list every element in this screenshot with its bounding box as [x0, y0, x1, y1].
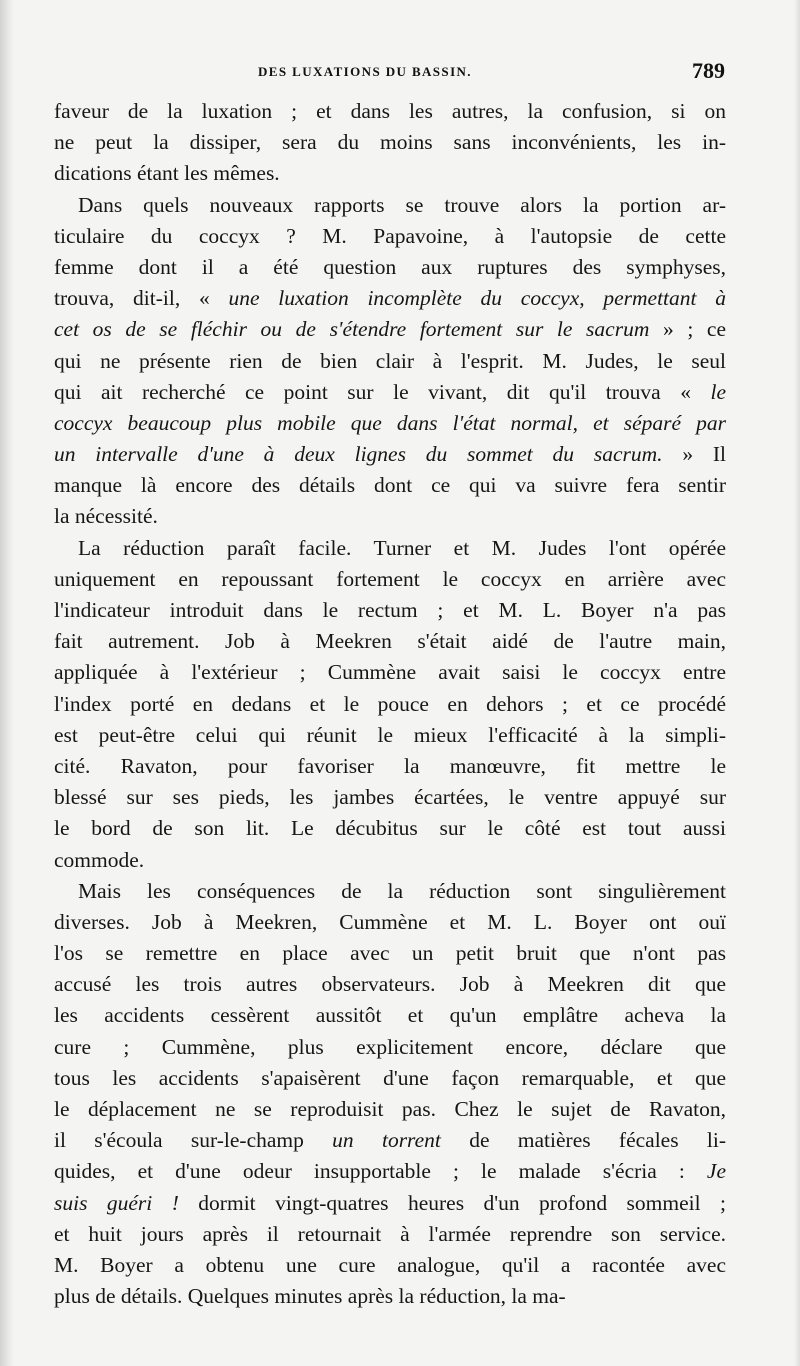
text-line: [54, 1156, 726, 1187]
text-line: [54, 1281, 726, 1312]
text-segment: il s'écoula sur-le-champ: [54, 1128, 333, 1153]
text-segment: cure ; Cummène, plus explicitement encore, déclare que: [54, 1034, 726, 1059]
text-line: [54, 1125, 726, 1156]
text-line: [54, 813, 726, 844]
text-line: [54, 283, 726, 314]
text-segment: qui ne présente rien de bien clair à l'esprit. M. Judes, le seul: [54, 348, 726, 373]
text-segment: plus de détails. Quelques minutes après la réduction, la ma-: [54, 1284, 566, 1309]
text-line: [54, 158, 726, 189]
text-line: [54, 689, 726, 720]
text-line: [54, 533, 726, 564]
text-line: [54, 1032, 726, 1063]
text-line: [54, 346, 726, 377]
text-segment: tous les accidents s'apaisèrent d'une façon remarquable, et que: [54, 1065, 726, 1090]
text-segment: » ; ce: [649, 317, 726, 342]
running-head: DES LUXATIONS DU BASSIN.: [258, 64, 472, 79]
text-line: [54, 845, 726, 876]
italic-text: coccyx beaucoup plus mobile que dans l'état normal, et séparé par: [54, 410, 726, 435]
text-line: [54, 221, 726, 252]
page-number: 789: [692, 58, 725, 83]
text-line: [54, 439, 726, 470]
text-line: [54, 720, 726, 751]
page-header: [60, 58, 725, 88]
text-line: [54, 1094, 726, 1125]
italic-text: le: [710, 379, 726, 404]
text-segment: l'indicateur introduit dans le rectum ; et M. L. Boyer n'a pas: [54, 598, 726, 622]
body-text: [54, 96, 726, 1312]
text-segment: cité. Ravaton, pour favoriser la manœuvre, fit mettre le: [54, 753, 726, 778]
text-segment: femme dont il a été question aux ruptures des symphyses,: [54, 254, 726, 279]
text-line: [54, 501, 726, 532]
text-line: [54, 252, 726, 283]
text-segment: le déplacement ne se reproduisit pas. Chez le sujet de Ravaton,: [54, 1097, 726, 1121]
text-line: [54, 408, 726, 439]
text-line: [54, 1219, 726, 1250]
text-segment: l'index porté en dedans et le pouce en dehors ; et ce procédé: [54, 691, 726, 716]
text-segment: ticulaire du coccyx ? M. Papavoine, à l'autopsie de cette: [54, 223, 726, 248]
text-line: [54, 876, 726, 907]
text-segment: uniquement en repoussant fortement le coccyx en arrière avec: [54, 566, 726, 591]
text-segment: » Il: [662, 442, 726, 467]
text-segment: la nécessité.: [54, 504, 158, 529]
italic-text: un torrent: [332, 1128, 441, 1153]
text-segment: l'os se remettre en place avec un petit bruit que n'ont pas: [54, 941, 726, 966]
text-segment: quides, et d'une odeur insupportable ; le malade s'écria :: [54, 1159, 707, 1184]
page-gutter-shadow: [0, 0, 14, 1366]
italic-text: Je: [706, 1159, 726, 1184]
italic-text: un intervalle d'une à deux lignes du sommet du sacrum.: [54, 442, 663, 467]
text-line: [54, 190, 726, 221]
text-line: [54, 1063, 726, 1094]
text-line: [54, 314, 726, 345]
text-segment: de matières fécales li-: [440, 1128, 726, 1153]
text-line: [54, 1188, 726, 1219]
text-segment: faveur de la luxation ; et dans les autres, la confusion, si on: [54, 99, 726, 123]
text-segment: et huit jours après il retournait à l'armée reprendre son service.: [54, 1221, 726, 1246]
text-line: [54, 377, 726, 408]
text-segment: accusé les trois autres observateurs. Job à Meekren dit que: [54, 972, 726, 997]
text-line: [54, 938, 726, 969]
text-line: [54, 1000, 726, 1031]
text-segment: blessé sur ses pieds, les jambes écartées, le ventre appuyé sur: [54, 785, 726, 810]
text-segment: les accidents cessèrent aussitôt et qu'un emplâtre acheva la: [54, 1003, 726, 1028]
text-line: [54, 907, 726, 938]
text-segment: Dans quels nouveaux rapports se trouve alors la portion ar-: [78, 192, 726, 217]
text-segment: dormit vingt-quatres heures d'un profond sommeil ;: [178, 1190, 727, 1215]
text-segment: le bord de son lit. Le décubitus sur le côté est tout aussi: [54, 816, 726, 841]
text-line: [54, 595, 726, 626]
italic-text: une luxation incomplète du coccyx, permettant à: [228, 286, 726, 311]
italic-text: suis guéri !: [54, 1190, 179, 1215]
text-segment: qui ait recherché ce point sur le vivant, dit qu'il trouva «: [54, 379, 711, 404]
italic-text: cet os de se fléchir ou de s'étendre fortement sur le sacrum: [54, 317, 650, 342]
text-line: [54, 470, 726, 501]
text-line: [54, 751, 726, 782]
text-segment: diverses. Job à Meekren, Cummène et M. L. Boyer ont ouï: [54, 909, 726, 934]
text-segment: ne peut la dissiper, sera du moins sans inconvénients, les in-: [54, 130, 726, 155]
text-line: [54, 657, 726, 688]
text-line: [54, 782, 726, 813]
text-line: [54, 626, 726, 657]
text-line: [54, 1250, 726, 1281]
text-segment: fait autrement. Job à Meekren s'était aidé de l'autre main,: [54, 629, 726, 654]
text-line: [54, 127, 726, 158]
text-line: [54, 564, 726, 595]
text-line: [54, 969, 726, 1000]
text-segment: manque là encore des détails dont ce qui va suivre fera sentir: [54, 473, 726, 498]
text-segment: La réduction paraît facile. Turner et M. Judes l'ont opérée: [78, 535, 726, 560]
text-segment: dications étant les mêmes.: [54, 161, 280, 186]
page-edge-shadow: [794, 0, 800, 1366]
text-segment: M. Boyer a obtenu une cure analogue, qu'il a racontée avec: [54, 1252, 726, 1277]
text-segment: Mais les conséquences de la réduction sont singulièrement: [78, 878, 726, 903]
text-segment: trouva, dit-il, «: [54, 286, 229, 311]
text-line: [54, 96, 726, 127]
text-segment: commode.: [54, 847, 145, 872]
text-segment: est peut-être celui qui réunit le mieux l'efficacité à la simpli-: [54, 722, 726, 747]
text-segment: appliquée à l'extérieur ; Cummène avait saisi le coccyx entre: [54, 660, 726, 685]
